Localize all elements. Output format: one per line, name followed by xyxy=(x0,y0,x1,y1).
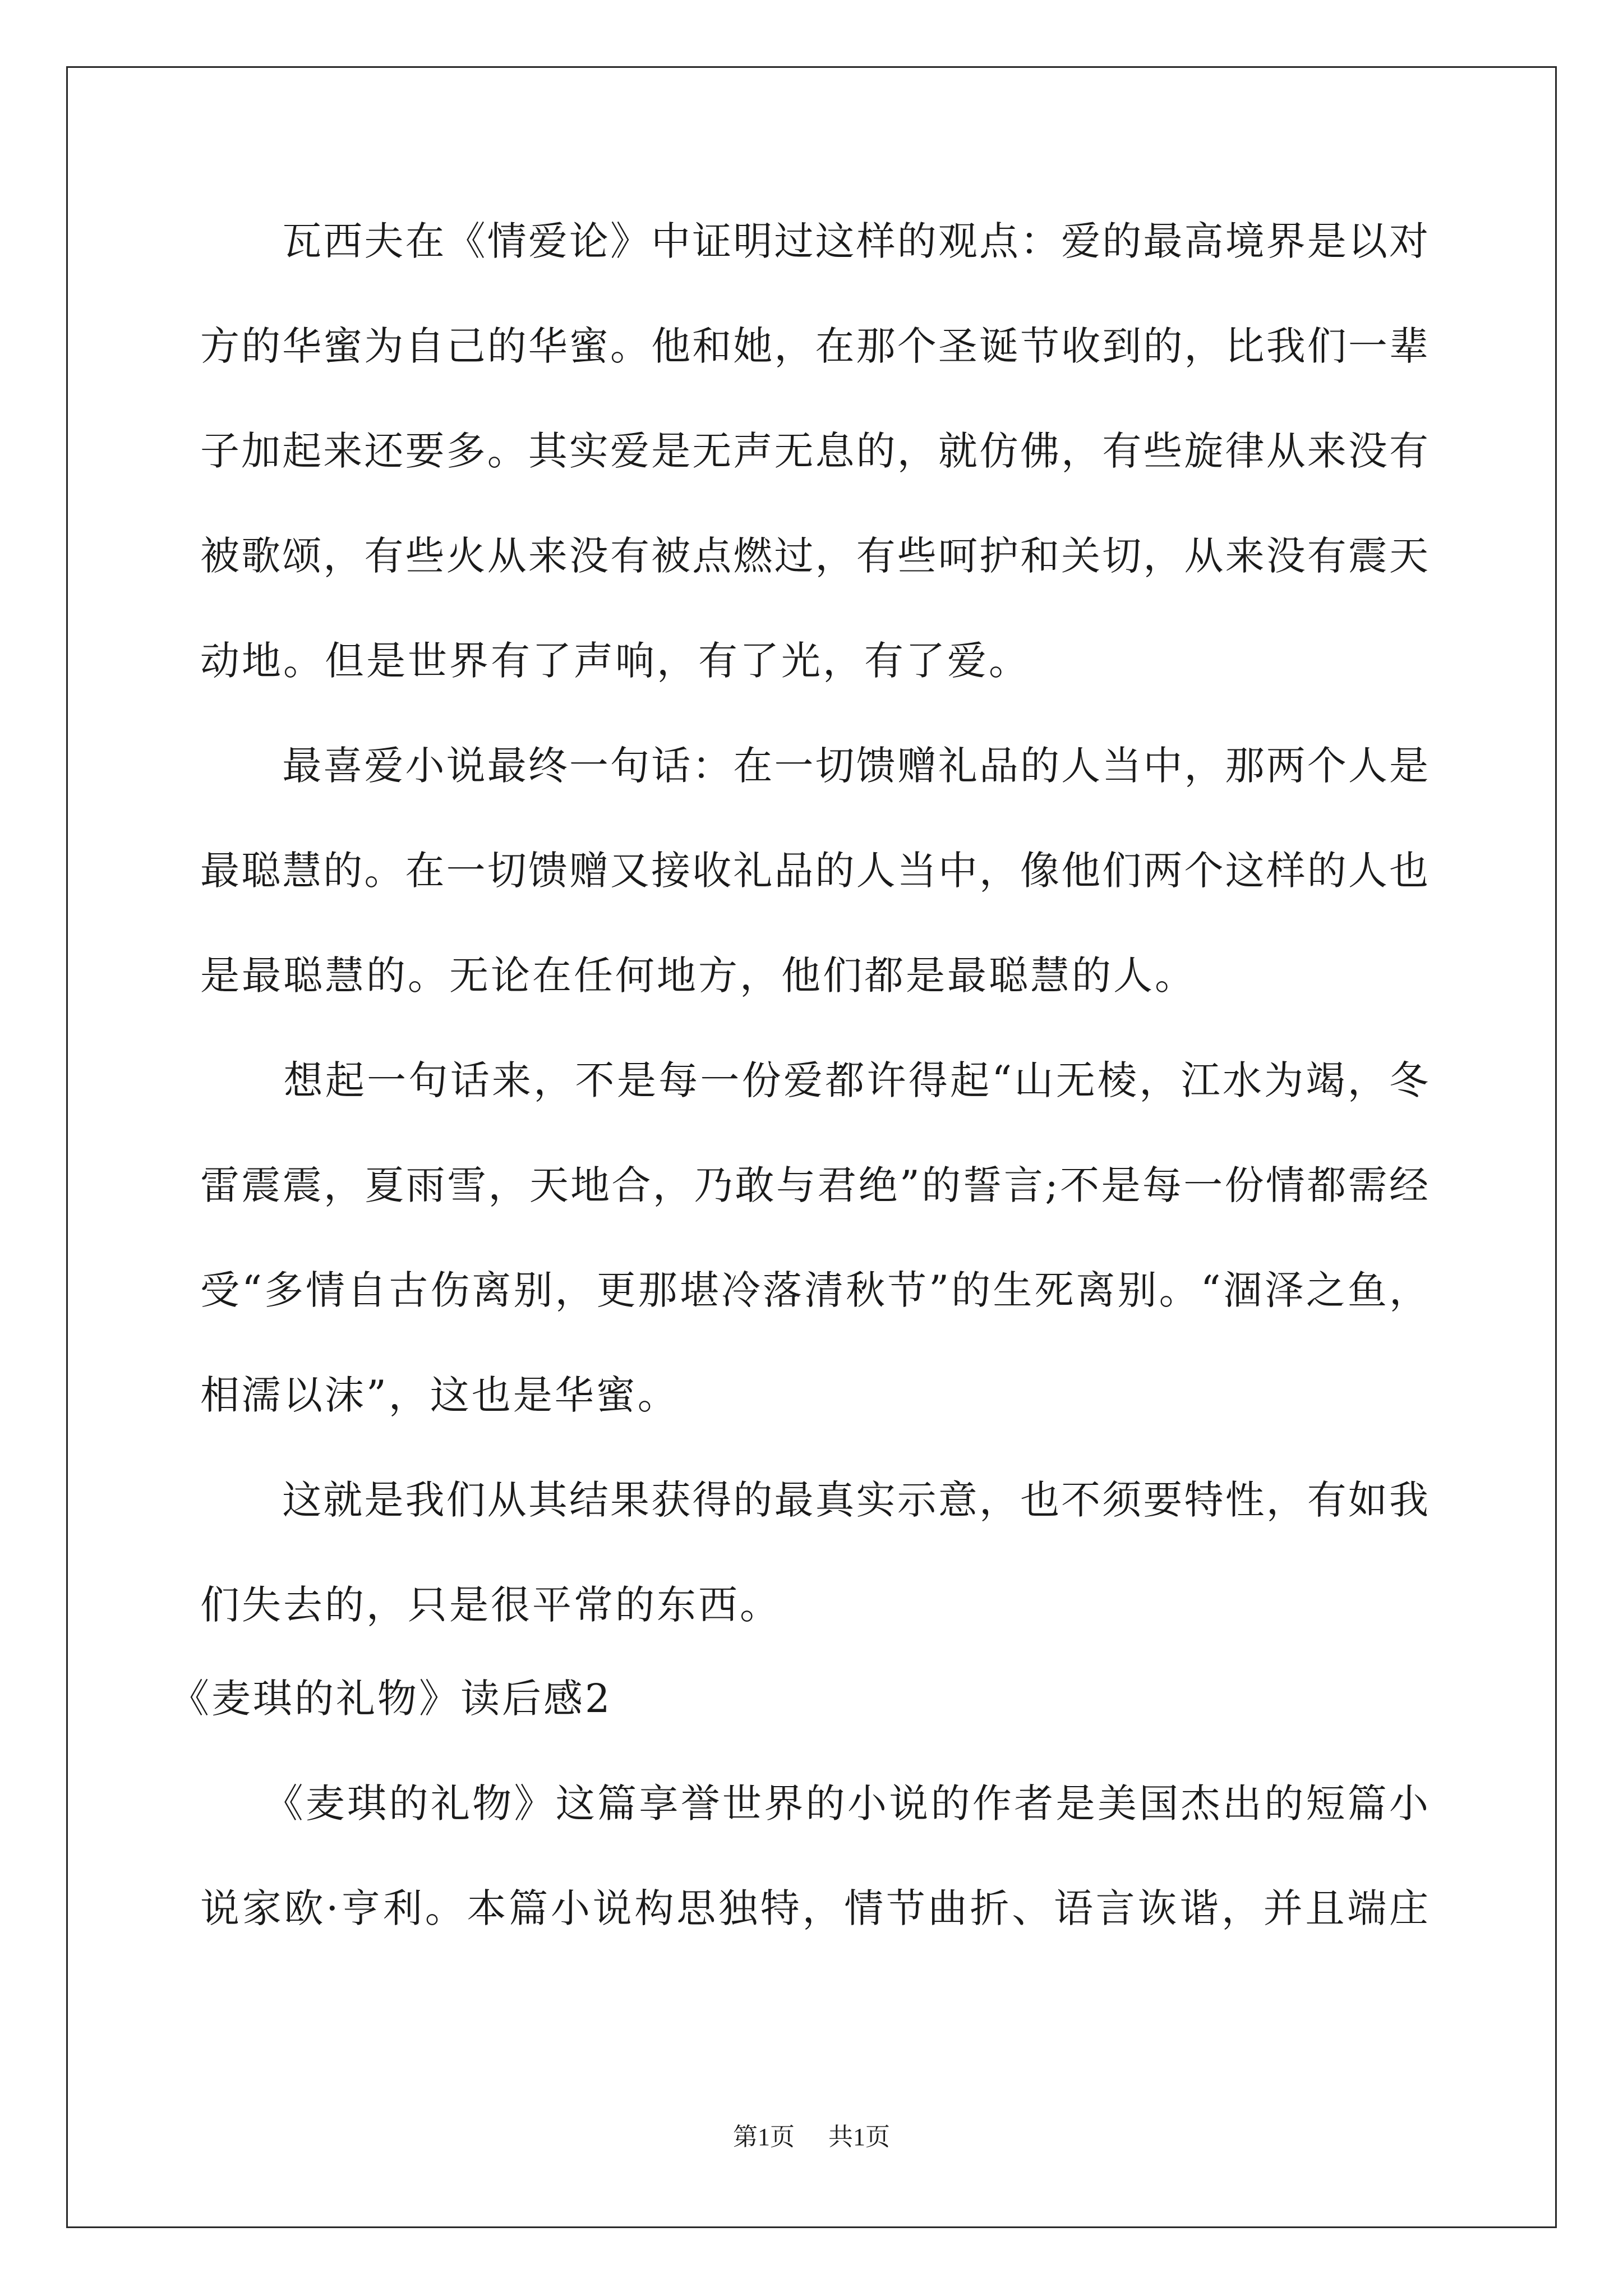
section-heading: 《麦琪的礼物》读后感2 xyxy=(170,1676,612,1722)
text-line: 《麦琪的礼物》这篇享誉世界的小说的作者是美国杰出的短篇小 xyxy=(200,1780,1428,1826)
text-line: 最聪慧的。在一切馈赠又接收礼品的人当中，像他们两个这样的人也 xyxy=(200,848,1428,894)
text-line: 被歌颂，有些火从来没有被点燃过，有些呵护和关切，从来没有震天 xyxy=(200,533,1428,579)
text-line: 们失去的，只是很平常的东西。 xyxy=(200,1582,781,1628)
text-line: 雷震震，夏雨雪，天地合，乃敢与君绝”的誓言;不是每一份情都需经 xyxy=(200,1162,1428,1208)
text-line: 相濡以沫”，这也是华蜜。 xyxy=(200,1372,679,1418)
text-line: 想起一句话来，不是每一份爱都许得起“山无棱，江水为竭，冬 xyxy=(200,1057,1428,1103)
text-line: 受“多情自古伤离别，更那堪冷落清秋节”的生死离别。“涸泽之鱼， xyxy=(200,1267,1428,1313)
page-number-total: 共1页 xyxy=(828,2123,890,2151)
text-line: 子加起来还要多。其实爱是无声无息的，就仿佛，有些旋律从来没有 xyxy=(200,428,1428,474)
page-footer xyxy=(0,2120,1623,2154)
text-line: 这就是我们从其结果获得的最真实示意，也不须要特性，有如我 xyxy=(200,1477,1428,1523)
text-line: 方的华蜜为自己的华蜜。他和她，在那个圣诞节收到的，比我们一辈 xyxy=(200,323,1428,369)
text-line: 是最聪慧的。无论在任何地方，他们都是最聪慧的人。 xyxy=(200,953,1196,999)
text-line: 说家欧·亨利。本篇小说构思独特，情节曲折、语言诙谐，并且端庄 xyxy=(200,1885,1428,1931)
text-line: 最喜爱小说最终一句话：在一切馈赠礼品的人当中，那两个人是 xyxy=(200,743,1428,789)
text-line: 动地。但是世界有了声响，有了光，有了爱。 xyxy=(200,638,1030,684)
text-line: 瓦西夫在《情爱论》中证明过这样的观点：爱的最高境界是以对 xyxy=(200,218,1428,264)
page-number-current: 第1页 xyxy=(733,2123,795,2151)
